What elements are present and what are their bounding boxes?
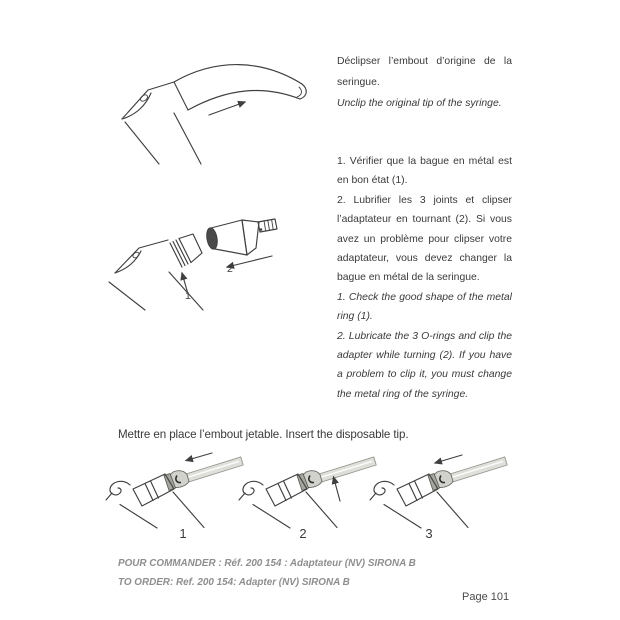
- instruction-fr-2: 2. Lubrifier les 3 joints et clipser l’adaptateur en tournant (2). Si vous avez un problème pour clipser votre adaptateur, vous devez changer la bague en métal de la seringue.: [337, 194, 512, 284]
- order-reference-en: TO ORDER: Ref. 200 154: Adapter (NV) SIRONA B: [118, 576, 350, 588]
- syringe-with-tip-drawing: [370, 457, 507, 528]
- figure-metal-ring-and-adapter: [95, 212, 295, 320]
- push-direction-arrow: [334, 477, 341, 501]
- order-reference-fr: POUR COMMANDER : Réf. 200 154 : Adaptateur (NV) SIRONA B: [118, 558, 416, 569]
- middle-figure-callout-1: 1: [185, 290, 191, 302]
- middle-figure-callout-2: 2: [227, 263, 233, 275]
- instruction-en-2: 2. Lubricate the 3 O-rings and clip the adapter while turning (2). If you have a problem to clip it, you must change the metal ring of the syringe.: [337, 330, 512, 400]
- syringe-curved-tip-drawing: [122, 65, 306, 164]
- slide-direction-arrow: [186, 453, 212, 461]
- callout-arrow-2: [227, 256, 272, 267]
- step-number-3: 3: [425, 526, 433, 541]
- slide-direction-arrow: [435, 455, 462, 463]
- step-unclip-text: [337, 52, 512, 114]
- instruction-en-1: 1. Check the good shape of the metal ring (1).: [337, 291, 512, 323]
- step-number-2: 2: [299, 526, 307, 541]
- syringe-with-tip-drawing: [106, 457, 243, 528]
- step-unclip-fr: Déclipser l’embout d’origine de la seringue.: [337, 56, 512, 88]
- figure-insert-step-1: [104, 448, 244, 530]
- insert-tip-heading: Mettre en place l’embout jetable. Insert the disposable tip.: [118, 428, 409, 441]
- instruction-fr-1: 1. Vérifier que la bague en métal est en bon état (1).: [337, 156, 512, 187]
- figure-unclip-original-tip: [88, 46, 328, 166]
- direction-arrow: [209, 102, 245, 115]
- step-unclip-en: Unclip the original tip of the syringe.: [337, 97, 502, 109]
- figure-insert-step-2: [237, 448, 377, 530]
- figure-insert-step-3: [368, 448, 508, 530]
- step-check-lubricate-text: [337, 152, 512, 404]
- order-reference: [118, 555, 416, 593]
- adapter-drawing: [205, 219, 277, 255]
- syringe-with-tip-drawing: [239, 457, 376, 528]
- page-number: Page 101: [462, 591, 510, 603]
- step-number-1: 1: [179, 526, 187, 541]
